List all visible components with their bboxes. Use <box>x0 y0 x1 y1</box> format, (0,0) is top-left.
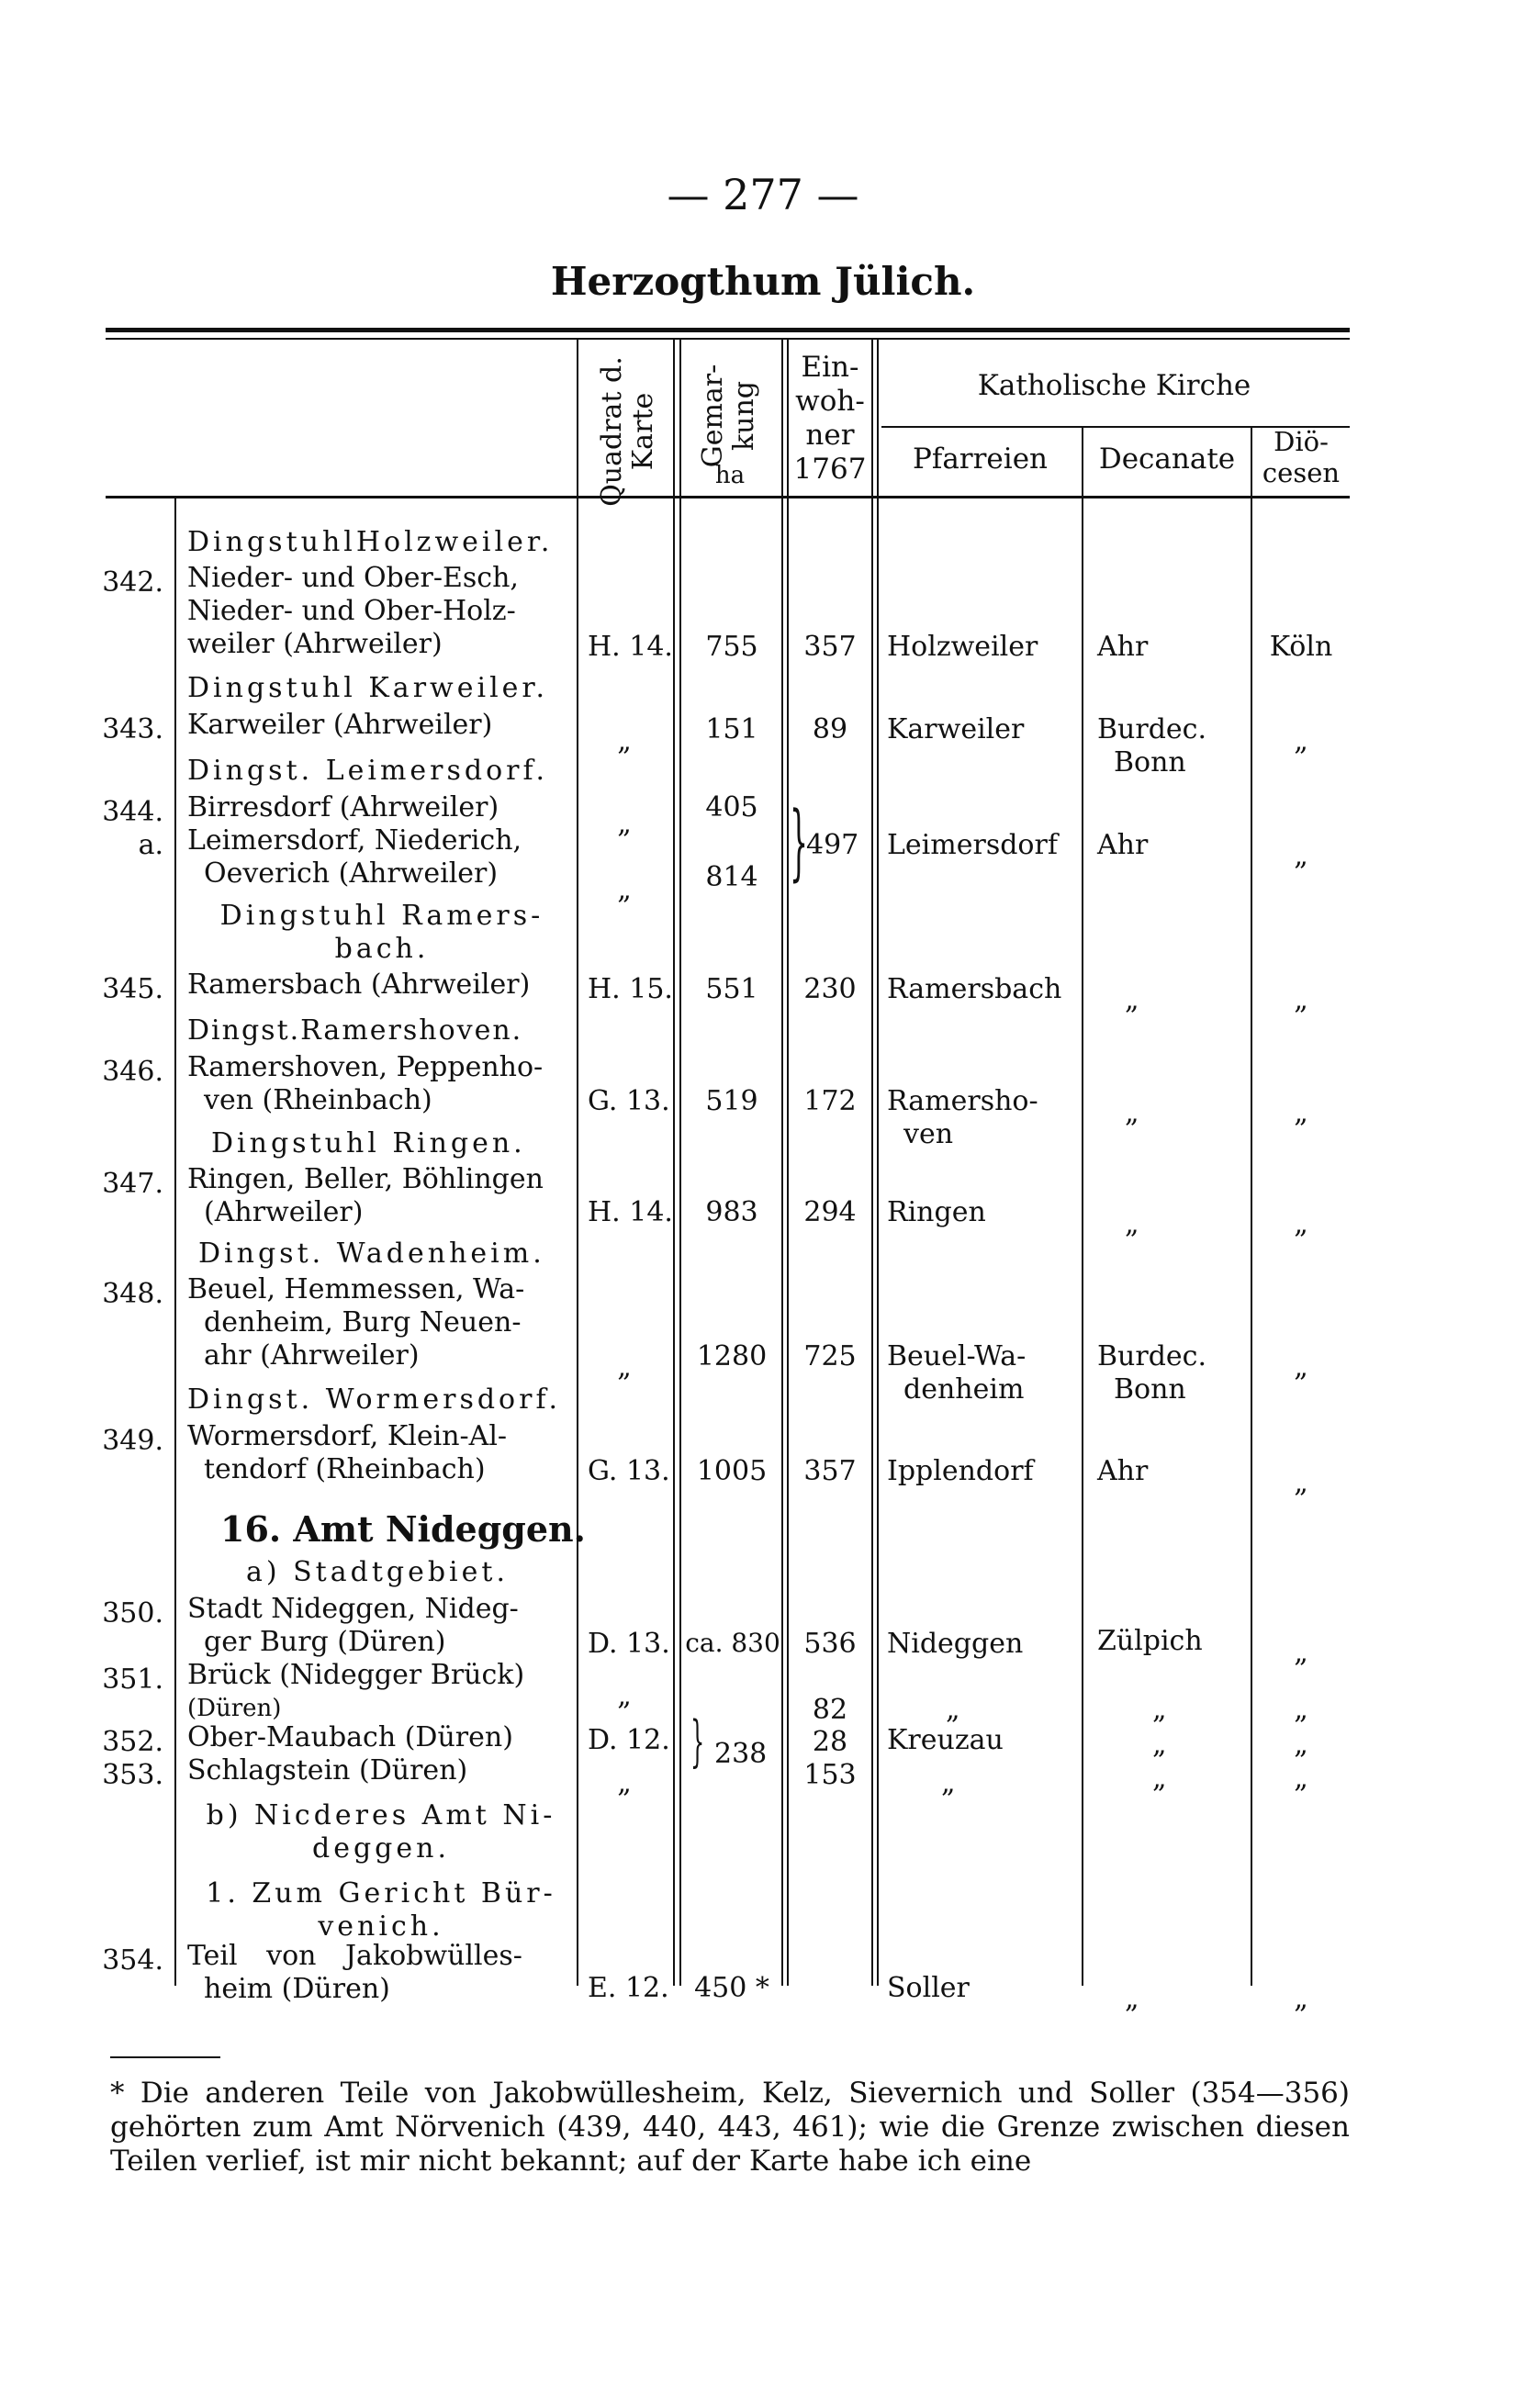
row-decanat: „ <box>1125 1208 1139 1240</box>
row-ha: 1005 <box>696 1455 768 1487</box>
row-decanat: Zülpich <box>1097 1625 1203 1657</box>
row-dioecese: „ <box>1294 1097 1308 1129</box>
col-line-3b <box>679 340 681 1986</box>
row-pfarrei-line: ven <box>903 1118 954 1150</box>
row-place <box>187 1940 522 2006</box>
row-einwohner: 725 <box>803 1340 857 1372</box>
row-quadrat: „ <box>617 1767 632 1799</box>
col-line-3a <box>673 340 675 1986</box>
row-pfarrei-line: denheim <box>903 1373 1025 1406</box>
row-pfarrei: Soller <box>887 1972 970 2004</box>
row-place: Ober-Maubach (Düren) <box>187 1721 513 1753</box>
row-quadrat: „ <box>617 1680 632 1712</box>
row-decanat: „ <box>1125 1097 1139 1129</box>
row-decanat-line: Bonn <box>1114 1373 1186 1406</box>
header-pfarreien: Pfarreien <box>912 442 1049 476</box>
row-place-line: weiler (Ahrweiler) <box>187 628 443 660</box>
section-ringen: Dingstuhl Ringen. <box>211 1127 526 1159</box>
row-dioecese: „ <box>1294 1983 1308 2015</box>
row-pfarrei: Ringen <box>887 1196 986 1228</box>
row-ha: 405 <box>705 791 758 823</box>
row-dioecese: „ <box>1294 984 1308 1016</box>
row-pfarrei: „ <box>946 1694 960 1726</box>
row-number: 354. <box>102 1944 163 1977</box>
section-line: deggen. <box>312 1832 450 1865</box>
row-number: a. <box>138 829 163 861</box>
row-place-line: denheim, Burg Neuen- <box>204 1306 522 1338</box>
row-ha: ca. 830 <box>685 1628 780 1658</box>
row-ha: 551 <box>705 973 758 1005</box>
row-decanat: „ <box>1125 984 1139 1016</box>
row-place: Karweiler (Ahrweiler) <box>187 709 493 741</box>
row-place-line: Ringen, Beller, Böhlingen <box>187 1163 544 1195</box>
header-einwohner-line: Ein- <box>801 351 859 384</box>
row-dioecese: „ <box>1294 1637 1308 1669</box>
row-dioecese: „ <box>1294 1351 1308 1383</box>
row-place <box>187 1273 524 1372</box>
row-number: 345. <box>102 973 163 1005</box>
section-amt-nideggen: 16. Amt Nideggen. <box>220 1508 586 1550</box>
row-ha: 450 * <box>694 1972 769 2004</box>
row-place-line: Beuel, Hemmessen, Wa- <box>187 1273 525 1305</box>
row-place-line: heim (Düren) <box>204 1973 390 2005</box>
row-place: Ramersbach (Ahrweiler) <box>187 969 531 1001</box>
row-ha: 814 <box>705 861 758 893</box>
header-dioecesen-line: cesen <box>1262 457 1341 488</box>
row-place: Birresdorf (Ahrweiler) <box>187 791 499 823</box>
row-pfarrei: Kreuzau <box>887 1724 1004 1756</box>
row-decanat-line: Bonn <box>1114 746 1186 778</box>
row-decanat: „ <box>1152 1729 1167 1761</box>
row-number: 351. <box>102 1663 163 1696</box>
row-number: 346. <box>102 1056 163 1088</box>
row-number: 343. <box>102 713 163 745</box>
row-dioecese: „ <box>1294 840 1308 872</box>
top-rule-thick <box>106 328 1350 332</box>
brace-icon: } <box>790 794 809 890</box>
top-rule-thin <box>106 338 1350 340</box>
row-place <box>187 1659 524 1725</box>
row-pfarrei: Nideggen <box>887 1628 1024 1660</box>
row-number: 350. <box>102 1597 163 1630</box>
row-einwohner: 536 <box>803 1628 857 1660</box>
row-einwohner: 497 <box>806 829 859 861</box>
header-einwohner <box>787 351 873 487</box>
row-place <box>187 1420 507 1486</box>
row-einwohner: 230 <box>803 973 857 1005</box>
row-quadrat: G. 13. <box>588 1085 670 1117</box>
row-ha: 1280 <box>696 1340 768 1372</box>
row-einwohner: 28 <box>812 1726 848 1758</box>
col-line-5b <box>877 340 879 1986</box>
brace-icon: } <box>690 1709 705 1774</box>
row-dioecese: „ <box>1294 1763 1308 1795</box>
row-einwohner: 89 <box>812 713 848 745</box>
row-place-line: Nieder- und Ober-Holz- <box>187 595 516 627</box>
row-place: Schlagstein (Düren) <box>187 1754 468 1786</box>
section-line: bach. <box>334 933 430 965</box>
row-pfarrei: Karweiler <box>887 713 1025 745</box>
row-place-line: Teil von Jakobwülles- <box>187 1940 522 1972</box>
row-einwohner: 82 <box>812 1694 848 1726</box>
section-line: Dingstuhl Ramers- <box>219 900 544 932</box>
row-pfarrei-line: Beuel-Wa- <box>887 1340 1027 1372</box>
footnote-rule <box>110 2056 220 2058</box>
header-kirche: Katholische Kirche <box>977 369 1251 402</box>
row-quadrat: „ <box>617 1351 632 1383</box>
row-dioecese: Köln <box>1269 631 1333 663</box>
row-decanat: „ <box>1152 1763 1167 1795</box>
row-quadrat: D. 12. <box>588 1724 670 1756</box>
row-ha: 755 <box>705 631 758 663</box>
row-place <box>187 562 519 661</box>
row-number: 347. <box>102 1168 163 1200</box>
header-quadrat: Quadrat d. Karte <box>596 356 659 507</box>
row-ha: 519 <box>705 1085 758 1117</box>
row-place-line: Nieder- und Ober-Esch, <box>187 562 519 594</box>
footnote: * Die anderen Teile von Jakobwüllesheim, Kelz, Sievernich und Soller (354—356) gehörten zum Amt Nörvenich (439, 440, 443, 461); wie die Grenze zwischen diesen Teilen verlief, ist mir nicht bekannt; auf der Karte habe ich eine <box>110 2077 1350 2178</box>
row-pfarrei: „ <box>941 1767 956 1799</box>
row-place-line: Wormersdorf, Klein-Al- <box>187 1420 508 1452</box>
row-dioecese: „ <box>1294 1208 1308 1240</box>
row-number: 342. <box>102 566 163 599</box>
row-quadrat: H. 15. <box>588 973 673 1005</box>
section-wormersdorf: Dingst. Wormersdorf. <box>187 1383 562 1416</box>
row-place-line: Oeverich (Ahrweiler) <box>204 857 499 890</box>
row-quadrat: E. 12. <box>588 1972 669 2004</box>
row-quadrat: H. 14. <box>588 1196 673 1228</box>
section-line: 1. Zum Gericht Bür- <box>206 1877 556 1910</box>
row-place <box>187 1051 543 1117</box>
row-place-line: Ramershoven, Peppenho- <box>187 1051 544 1083</box>
row-einwohner: 357 <box>803 631 857 663</box>
header-einwohner-line: ner <box>805 419 855 452</box>
header-gemarkung: Gemar- kung <box>697 364 760 468</box>
section-ramershoven: Dingst.Ramershoven. <box>187 1014 523 1047</box>
header-einwohner-line: woh- <box>795 385 865 418</box>
row-place-line: ahr (Ahrweiler) <box>204 1339 420 1372</box>
row-pfarrei <box>887 1340 1026 1406</box>
row-decanat <box>1097 713 1206 779</box>
row-place-line: (Düren) <box>187 1695 282 1722</box>
row-quadrat: D. 13. <box>588 1628 670 1660</box>
row-quadrat: H. 14. <box>588 631 673 663</box>
row-dioecese: „ <box>1294 725 1308 757</box>
row-dioecese: „ <box>1294 1467 1308 1499</box>
row-pfarrei: Holzweiler <box>887 631 1038 663</box>
row-decanat: Ahr <box>1097 829 1149 861</box>
section-gericht <box>202 1877 560 1943</box>
row-quadrat: G. 13. <box>588 1455 670 1487</box>
header-dioecesen-line: Diö- <box>1274 426 1329 457</box>
header-gemarkung-unit: ha <box>714 462 746 489</box>
row-number: 348. <box>102 1278 163 1310</box>
row-number: 352. <box>102 1726 163 1758</box>
row-place-line: tendorf (Rheinbach) <box>204 1453 486 1485</box>
col-line-2 <box>577 340 578 1986</box>
row-place-line: (Ahrweiler) <box>204 1196 364 1228</box>
row-einwohner: 153 <box>803 1759 857 1791</box>
row-quadrat: „ <box>617 725 632 757</box>
row-decanat-line: Burdec. <box>1097 713 1207 745</box>
section-line: b) Nicderes Amt Ni- <box>206 1799 556 1831</box>
section-line: venich. <box>318 1910 444 1943</box>
row-decanat <box>1097 1340 1206 1406</box>
header-dioecesen <box>1252 426 1350 488</box>
col-line-4a <box>781 340 783 1986</box>
row-ha: 983 <box>705 1196 758 1228</box>
row-quadrat: „ <box>617 874 632 906</box>
col-line-6 <box>1082 428 1083 1986</box>
row-place-line: Brück (Nidegger Brück) <box>187 1659 525 1691</box>
section-holzweiler: DingstuhlHolzweiler. <box>187 526 554 558</box>
row-ha: 238 <box>714 1738 768 1770</box>
row-dioecese: „ <box>1294 1694 1308 1726</box>
row-pfarrei-line: Ramersho- <box>887 1085 1038 1117</box>
row-decanat-line: Burdec. <box>1097 1340 1207 1372</box>
row-decanat: „ <box>1152 1694 1167 1726</box>
row-place <box>187 1163 544 1229</box>
col-line-1 <box>174 498 176 1986</box>
row-decanat: Ahr <box>1097 1455 1149 1487</box>
row-pfarrei: Ramersbach <box>887 973 1062 1005</box>
header-decanate: Decanate <box>1098 442 1236 476</box>
row-einwohner: 172 <box>803 1085 857 1117</box>
page-title: Herzogthum Jülich. <box>550 259 976 304</box>
row-einwohner: 294 <box>803 1196 857 1228</box>
row-decanat: „ <box>1125 1983 1139 2015</box>
row-number: 353. <box>102 1759 163 1791</box>
section-leimersdorf: Dingst. Leimersdorf. <box>187 755 549 787</box>
row-place-line: ger Burg (Düren) <box>204 1626 446 1658</box>
row-place <box>187 1593 519 1659</box>
section-karweiler: Dingstuhl Karweiler. <box>187 672 548 704</box>
row-place-line: ven (Rheinbach) <box>204 1084 432 1116</box>
row-place <box>187 824 522 890</box>
section-stadtgebiet: a) Stadtgebiet. <box>246 1556 509 1588</box>
page-number: — 277 — <box>667 170 859 219</box>
section-niederes-amt <box>202 1799 560 1865</box>
row-number: 349. <box>102 1425 163 1457</box>
row-dioecese: „ <box>1294 1729 1308 1761</box>
section-wadenheim: Dingst. Wadenheim. <box>198 1238 545 1270</box>
header-einwohner-line: 1767 <box>793 453 867 486</box>
row-pfarrei: Ipplendorf <box>887 1455 1034 1487</box>
row-place-line: Stadt Nideggen, Nideg- <box>187 1593 519 1625</box>
header-bottom-rule <box>106 496 1350 498</box>
row-number: 344. <box>102 796 163 828</box>
row-pfarrei: Leimersdorf <box>887 829 1058 861</box>
row-decanat: Ahr <box>1097 631 1149 663</box>
row-quadrat: „ <box>617 808 632 840</box>
row-place-line: Leimersdorf, Niederich, <box>187 824 522 857</box>
section-ramersbach <box>208 900 556 966</box>
row-einwohner: 357 <box>803 1455 857 1487</box>
row-ha: 151 <box>705 713 758 745</box>
row-pfarrei <box>887 1085 1038 1151</box>
